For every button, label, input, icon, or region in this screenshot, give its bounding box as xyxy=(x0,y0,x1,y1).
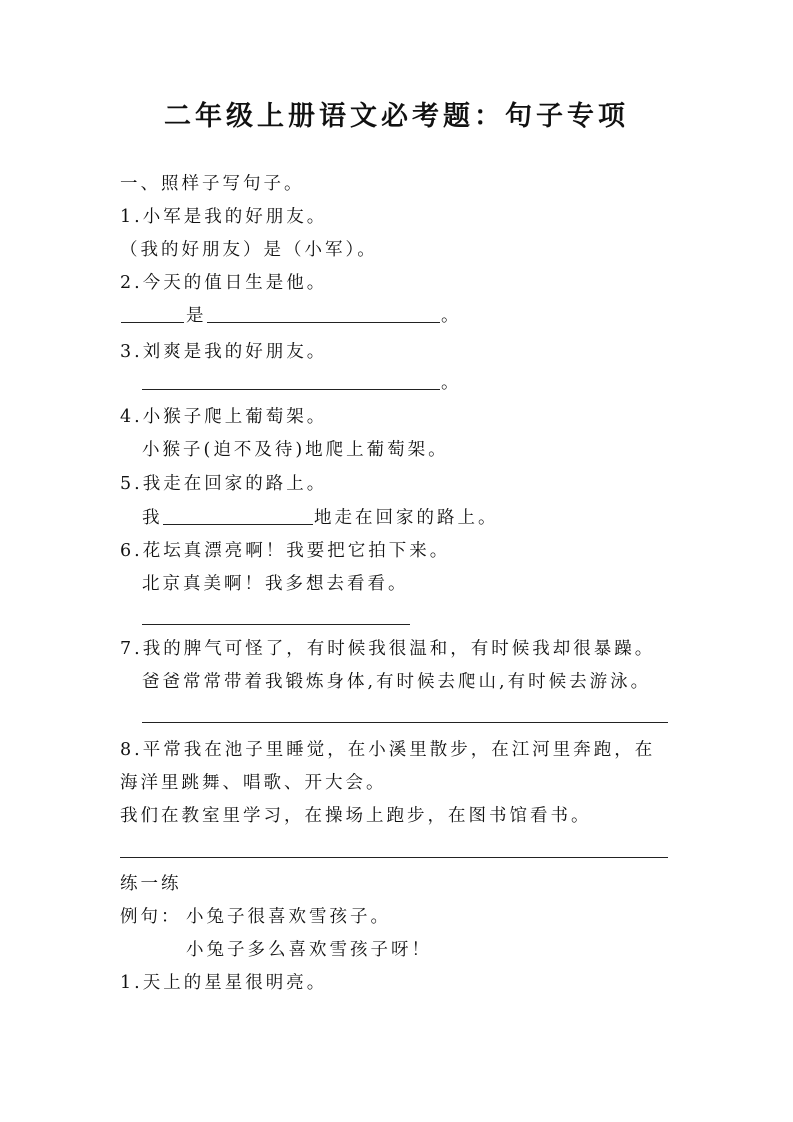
section-heading: 一、照样子写句子。 xyxy=(120,174,305,194)
example-answer-8: 我们在教室里学习，在操场上跑步，在图书馆看书。 xyxy=(120,806,592,826)
question-6: 6.花坛真漂亮啊！我要把它拍下来。 xyxy=(120,541,451,561)
question-5: 5.我走在回家的路上。 xyxy=(120,474,328,494)
period-3: 。 xyxy=(441,373,459,393)
example-answer-6: 北京真美啊！我多想去看看。 xyxy=(142,574,409,594)
answer-blank-6[interactable] xyxy=(142,624,410,625)
fill-text-2: 是 xyxy=(186,306,207,326)
example-answer-1: （我的好朋友）是（小军）。 xyxy=(120,240,378,260)
answer-blank-2b[interactable] xyxy=(207,322,440,323)
answer-blank-5[interactable] xyxy=(163,524,313,525)
question-3: 3.刘爽是我的好朋友。 xyxy=(120,342,328,362)
question-8-line1: 8.平常我在池子里睡觉，在小溪里散步，在江河里奔跑，在 xyxy=(120,740,656,760)
question-2: 2.今天的值日生是他。 xyxy=(120,273,328,293)
answer-blank-3[interactable] xyxy=(142,389,440,390)
fill-text-5b: 地走在回家的路上。 xyxy=(314,508,499,528)
fill-text-5a: 我 xyxy=(142,508,163,528)
answer-blank-8[interactable] xyxy=(120,857,668,858)
example-sentence-2: 小兔子多么喜欢雪孩子呀！ xyxy=(186,940,432,960)
question-7: 7.我的脾气可怪了，有时候我很温和，有时候我却很暴躁。 xyxy=(120,639,656,659)
question-4: 4.小猴子爬上葡萄架。 xyxy=(120,407,328,427)
answer-blank-7[interactable] xyxy=(142,722,668,723)
example-answer-7: 爸爸常常带着我锻炼身体,有时候去爬山,有时候去游泳。 xyxy=(142,672,652,692)
example-label: 例句： xyxy=(120,907,182,927)
answer-blank-2a[interactable] xyxy=(121,322,184,323)
example-sentence-1: 小兔子很喜欢雪孩子。 xyxy=(186,907,391,927)
question-1: 1.小军是我的好朋友。 xyxy=(120,207,328,227)
question-8-line2: 海洋里跳舞、唱歌、开大会。 xyxy=(120,773,387,793)
practice-heading: 练一练 xyxy=(120,874,182,894)
practice-question-1: 1.天上的星星很明亮。 xyxy=(120,973,328,993)
example-answer-4: 小猴子(迫不及待)地爬上葡萄架。 xyxy=(142,440,449,460)
page-title: 二年级上册语文必考题：句子专项 xyxy=(164,101,629,132)
period-2: 。 xyxy=(441,306,459,326)
